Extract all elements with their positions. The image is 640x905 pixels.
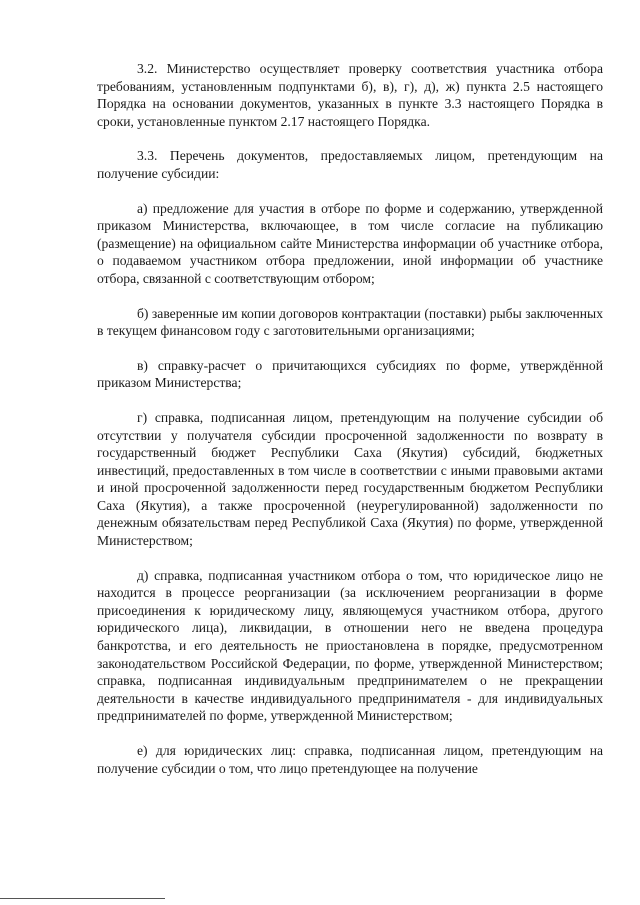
list-item-v: в) справку-расчет о причитающихся субсидиях по форме, утверждённой приказом Министерства; (97, 357, 603, 391)
list-item-e: е) для юридических лиц: справка, подписанная лицом, претендующим на получение субсидии о том, что лицо претендующее на получение (97, 743, 603, 776)
paragraph-3-2: 3.2. Министерство осуществляет проверку соответствия участника отбора требованиям, установленным подпунктами б), в), г), д), ж) пункта 2.5 настоящего Порядка на основании документов, указанных в пункте 3.3 настоящего Порядка в сроки, установленные пунктом 2.17 настоящего Порядка. (97, 61, 603, 129)
list-item-a: а) предложение для участия в отборе по форме и содержанию, утвержденной приказом Министерства, включающее, в том числе согласие на публикацию (размещение) на официальном сайте Министерства информации об участнике отбора, о подаваемом участником отбора предложении, иной информации об участнике отбора, связанной с соответствующим отбором; (97, 200, 603, 286)
footer-rule (0, 898, 165, 899)
paragraph-3-3: 3.3. Перечень документов, предоставляемых лицом, претендующим на получение субсидии: (97, 148, 603, 181)
document-body (97, 60, 603, 794)
list-item-g: г) справка, подписанная лицом, претендующим на получение субсидии об отсутствии у получателя субсидии просроченной задолженности по возврату в государственный бюджет Республики Саха (Якутия) субсидий, бюджетных инвестиций, предоставленных в том числе в соответствии с иными правовыми актами и иной просроченной задолженности перед государственным бюджетом Республики Саха (Якутия), а также просроченной (неурегулированной) задолженности по денежным обязательствам перед Республикой Саха (Якутия) по форме, утвержденной Министерством; (97, 409, 603, 549)
list-item-d: д) справка, подписанная участником отбора о том, что юридическое лицо не находится в процессе реорганизации (за исключением реорганизации в форме присоединения к юридическому лицу, являющемуся участником отбора, другого юридического лица), ликвидации, в отношении него не введена процедура банкротства, и его деятельность не приостановлена в порядке, предусмотренном законодательством Российской Федерации, по форме, утвержденной Министерством; справка, подписанная индивидуальным предпринимателем о не прекращении деятельности в качестве индивидуального предпринимателя - для индивидуальных предпринимателей по форме, утвержденной Министерством; (97, 567, 603, 724)
list-item-b: б) заверенные им копии договоров контрактации (поставки) рыбы заключенных в текущем финансовом году с заготовительными организациями; (97, 305, 603, 339)
